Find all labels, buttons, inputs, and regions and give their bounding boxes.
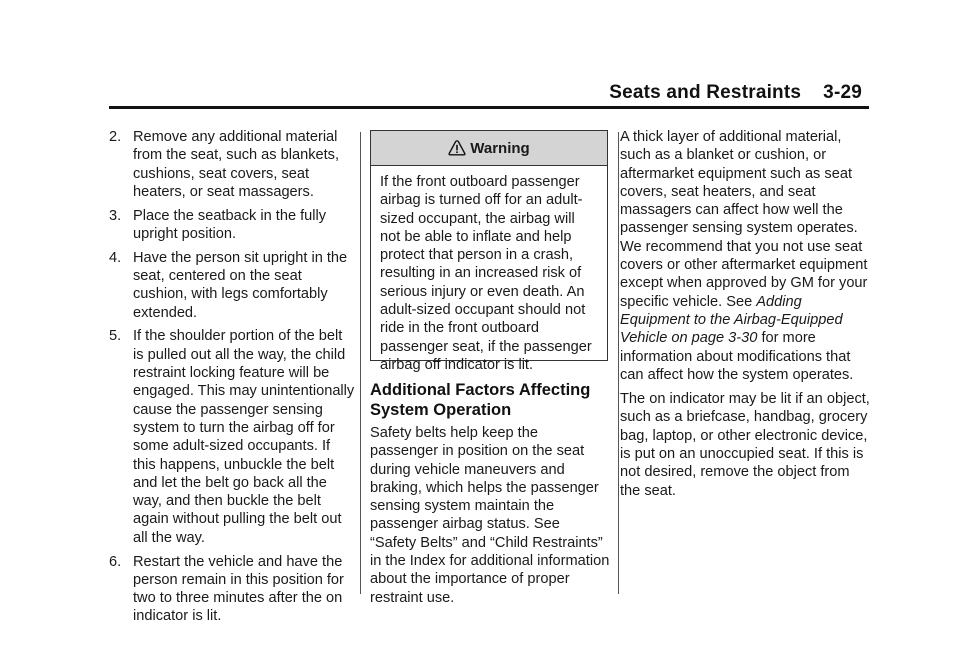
step-text: Remove any additional material from the seat, such as blankets, cushions, seat covers, seat heaters, or seat massagers.: [133, 129, 340, 200]
list-item: [109, 128, 355, 201]
warning-triangle-icon: [448, 139, 466, 157]
page-header: [609, 82, 862, 104]
step-text: Have the person sit upright in the seat, centered on the seat cushion, with legs comfortably extended.: [133, 249, 348, 321]
column-left: [109, 128, 355, 631]
list-item: [109, 249, 355, 322]
step-number: 3.: [109, 207, 122, 224]
paragraph: The on indicator may be lit if an object, such as a briefcase, handbag, grocery bag, laptop, or other electronic device, is put on an unoccupied seat. If this is not desired, remove the object from the seat.: [620, 391, 870, 499]
step-number: 5.: [109, 328, 122, 345]
paragraph-text: A thick layer of additional material, such as a blanket or cushion, or aftermarket equipment such as seat covers, seat heaters, and seat massagers can affect how well the passenger sensing system operates. We recommend that you not use seat covers or other aftermarket equipment except when approved by GM for your specific vehicle. See: [620, 129, 868, 310]
section-body: Safety belts help keep the passenger in position on the seat during vehicle maneuvers and braking, which helps the passenger sensing system maintain the passenger airbag status. See “Safety Belts” and “Child Restraints” in the Index for additional information about the importance of proper restraint use.: [370, 425, 610, 606]
paragraph-text: for more information about modifications that can affect how the system operates.: [620, 330, 854, 383]
paragraph: [620, 128, 870, 384]
column-right: [620, 128, 870, 506]
warning-text: If the front outboard passenger airbag is turned off for an adult-sized occupant, the airbag will not be able to inflate and help protect that person in a crash, resulting in an increased risk of serious injury or even death. An adult-sized occupant should not ride in the front outboard passenger seat, if the passenger airbag off indicator is lit.: [380, 174, 592, 373]
step-text: Restart the vehicle and have the person remain in this position for two to three minutes after the on indicator is lit.: [133, 553, 344, 625]
step-text: If the shoulder portion of the belt is pulled out all the way, the child restraint locking feature will be engaged. This may unintentionally cause the passenger sensing system to turn the airbag off for some adult-sized occupants. If this happens, unbuckle the belt and let the belt go back all the way, and then buckle the belt again without pulling the belt out all the way.: [133, 328, 355, 546]
page-number: 3-29: [823, 82, 862, 103]
header-rule: [109, 106, 869, 109]
step-text: Place the seatback in the fully upright position.: [133, 207, 327, 242]
section-title: Seats and Restraints: [609, 82, 802, 103]
list-item: [109, 553, 355, 626]
step-number: 6.: [109, 553, 122, 570]
section-heading: Additional Factors Affecting System Operation: [370, 381, 591, 419]
list-item: [109, 327, 355, 547]
step-number: 2.: [109, 129, 122, 145]
warning-header: [371, 131, 607, 166]
step-number: 4.: [109, 249, 122, 266]
column-divider: [618, 132, 619, 594]
warning-box: [370, 130, 608, 373]
list-item: [109, 207, 355, 244]
warning-title: Warning: [470, 139, 530, 157]
cross-reference: Adding Equipment to the Airbag-Equipped Vehicle on page 3-30: [620, 293, 843, 347]
step-list: [109, 128, 355, 626]
column-divider: [360, 132, 361, 594]
